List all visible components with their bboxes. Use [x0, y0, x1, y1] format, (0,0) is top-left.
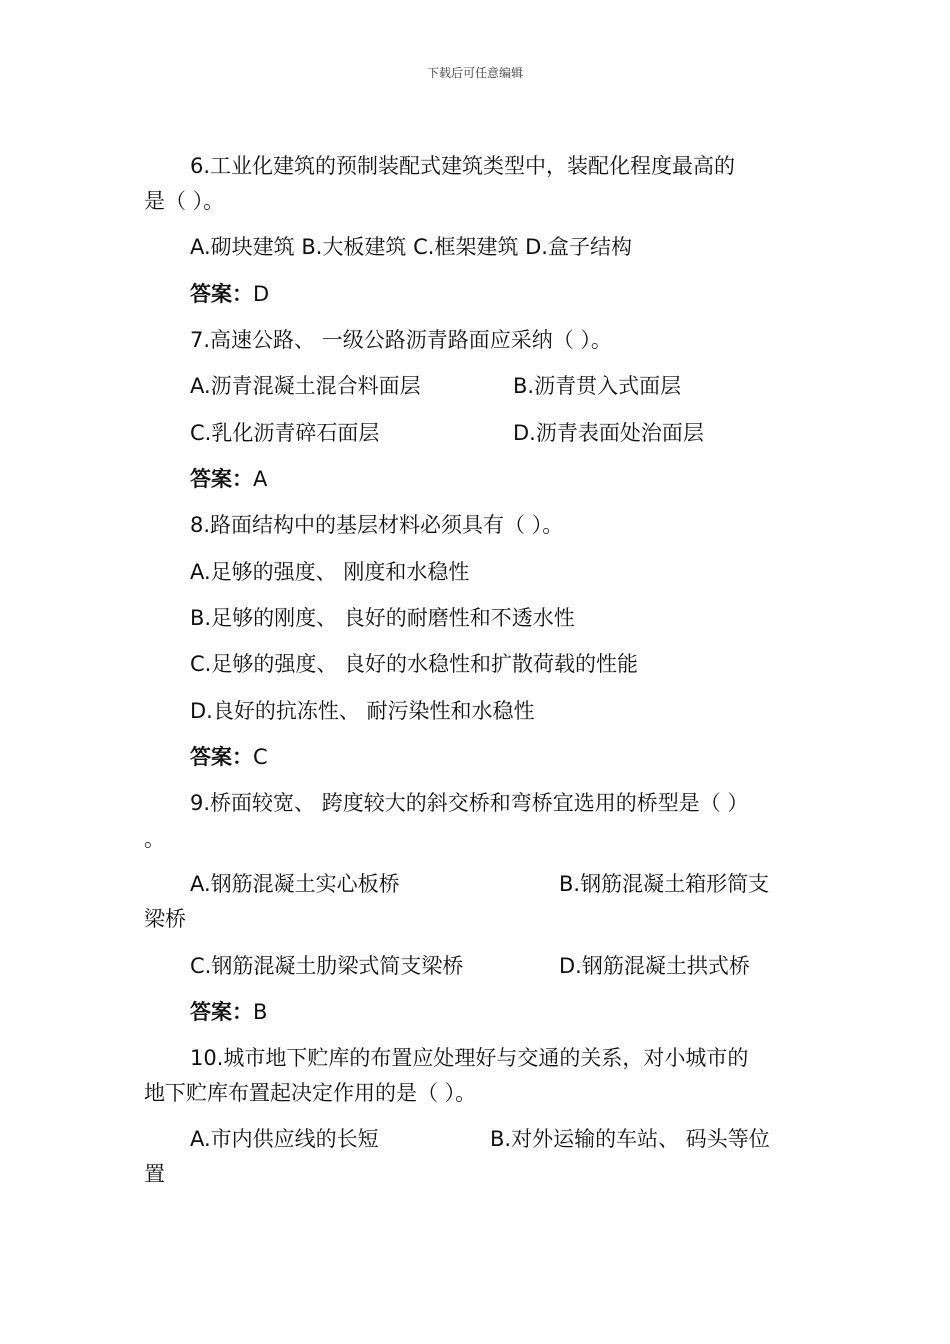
answer-value: B [253, 1000, 268, 1024]
answer-label: 答案： [190, 282, 253, 306]
q9-stem-line2: 。 [144, 827, 165, 851]
q6-stem-line1: 6.工业化建筑的预制装配式建筑类型中，装配化程度最高的 [190, 154, 736, 178]
answer-value: D [253, 282, 270, 306]
q9-answer [190, 998, 267, 1026]
q10-option-b: B.对外运输的车站、 码头等位 [490, 1127, 770, 1151]
q7-option-d: D.沥青表面处治面层 [513, 421, 704, 445]
q9-option-a: A.钢筋混凝土实心板桥 [190, 872, 400, 896]
q8-option-d: D.良好的抗冻性、 耐污染性和水稳性 [190, 699, 535, 723]
q7-option-b: B.沥青贯入式面层 [513, 374, 682, 398]
q10-option-b-cont: 置 [144, 1162, 165, 1186]
answer-value: A [253, 467, 268, 491]
q6-answer [190, 280, 269, 308]
q10-stem-line2: 地下贮库布置起决定作用的是（ ）。 [144, 1081, 477, 1105]
q8-option-c: C.足够的强度、 良好的水稳性和扩散荷载的性能 [190, 652, 639, 676]
answer-label: 答案： [190, 745, 253, 769]
q7-option-c: C.乳化沥青碎石面层 [190, 421, 380, 445]
q7-option-a: A.沥青混凝土混合料面层 [190, 374, 421, 398]
q8-option-a: A.足够的强度、 刚度和水稳性 [190, 560, 470, 584]
q10-option-a: A.市内供应线的长短 [190, 1127, 379, 1151]
q6-options: A.砌块建筑 B.大板建筑 C.框架建筑 D.盒子结构 [190, 235, 632, 259]
q9-stem-line1: 9.桥面较宽、 跨度较大的斜交桥和弯桥宜选用的桥型是（ ） [190, 791, 749, 815]
q8-stem: 8.路面结构中的基层材料必须具有（ ）。 [190, 513, 564, 537]
answer-label: 答案： [190, 467, 253, 491]
q8-option-b: B.足够的刚度、 良好的耐磨性和不透水性 [190, 606, 575, 630]
q10-stem-line1: 10.城市地下贮库的布置应处理好与交通的关系，对小城市的 [190, 1046, 749, 1070]
answer-value: C [253, 745, 268, 769]
page-header: 下载后可任意编辑 [426, 66, 523, 80]
q9-option-b: B.钢筋混凝土箱形简支 [559, 872, 770, 896]
q7-stem: 7.高速公路、 一级公路沥青路面应采纳（ ）。 [190, 328, 612, 352]
q7-answer [190, 465, 267, 493]
q9-option-c: C.钢筋混凝土肋梁式简支梁桥 [190, 954, 464, 978]
q8-answer [190, 743, 268, 771]
q9-option-d: D.钢筋混凝土拱式桥 [559, 954, 750, 978]
q6-stem-line2: 是（ ）。 [144, 189, 225, 213]
q9-option-b-cont: 梁桥 [144, 907, 186, 931]
answer-label: 答案： [190, 1000, 253, 1024]
